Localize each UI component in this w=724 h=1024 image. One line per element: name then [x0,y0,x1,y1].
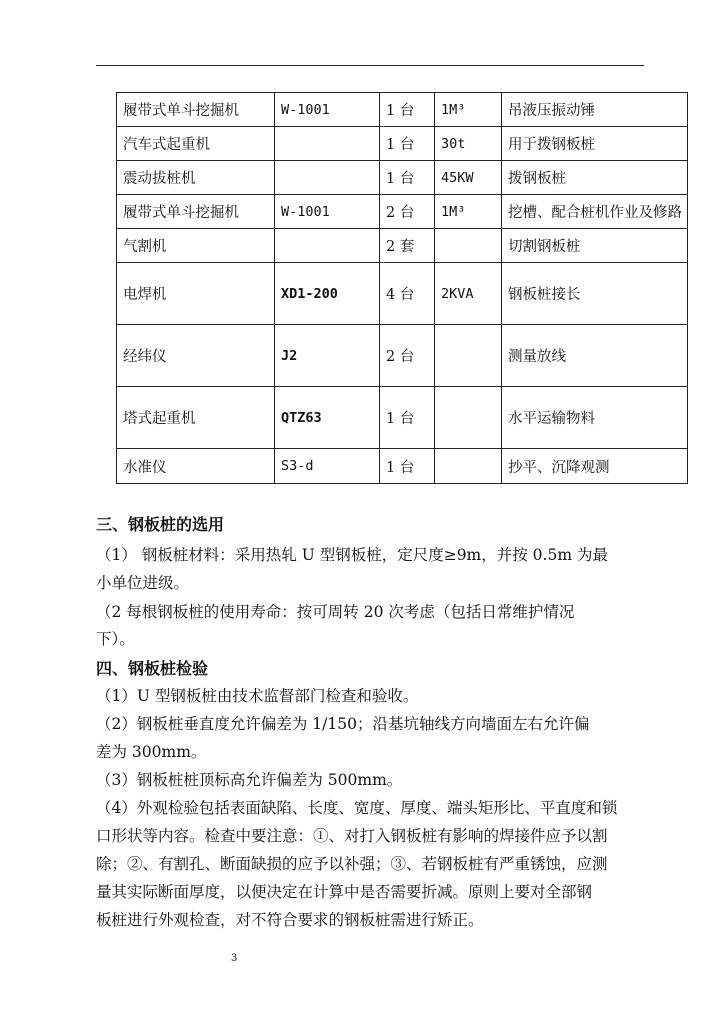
equipment-name: 履带式单斗挖掘机 [117,93,275,127]
table-row [117,93,688,127]
equipment-use: 用于拨钢板桩 [502,127,688,161]
paragraph-line: （4）外观检验包括表面缺陷、长度、宽度、厚度、端头矩形比、平直度和锁 [96,799,618,817]
equipment-name: 震动拔桩机 [117,161,275,195]
equipment-qty: 1 台 [380,161,435,195]
table-row [117,161,688,195]
equipment-name: 电焊机 [117,263,275,325]
equipment-power [435,449,502,484]
equipment-power [435,325,502,387]
section-heading: 三、钢板桩的选用 [96,515,225,534]
equipment-use: 测量放线 [502,325,688,387]
paragraph-line: 板桩进行外观检查，对不符合要求的钢板桩需进行矫正。 [96,911,484,929]
equipment-name: 经纬仪 [117,325,275,387]
equipment-qty: 1 台 [380,387,435,449]
table-row [117,127,688,161]
paragraph-line: 下）。 [96,630,135,648]
paragraph-line: 除；②、有割孔、断面缺损的应予以补强；③、若钢板桩有严重锈蚀，应测 [96,855,608,873]
equipment-qty: 2 套 [380,229,435,263]
paragraph-line: （2 每根钢板桩的使用寿命：按可周转 20 次考虑（包括日常维护情况 [96,603,575,621]
page-number: 3 [231,953,238,964]
equipment-use: 拨钢板桩 [502,161,688,195]
section-heading: 四、钢板桩检验 [96,659,209,678]
table-row [117,449,688,484]
equipment-power: 1M³ [435,93,502,127]
paragraph-line: （3）钢板桩桩顶标高允许偏差为 500mm。 [96,771,403,789]
table-row [117,263,688,325]
equipment-use: 挖槽、配合桩机作业及修路 [502,195,688,229]
equipment-name: 履带式单斗挖掘机 [117,195,275,229]
equipment-qty: 4 台 [380,263,435,325]
equipment-qty: 1 台 [380,93,435,127]
paragraph-line: （2）钢板桩垂直度允许偏差为 1/150；沿基坑轴线方向墙面左右允许偏 [96,715,590,733]
equipment-model: J2 [275,325,380,387]
equipment-qty: 1 台 [380,449,435,484]
header-rule [96,65,644,66]
equipment-power [435,229,502,263]
equipment-qty: 2 台 [380,325,435,387]
equipment-use: 钢板桩接长 [502,263,688,325]
equipment-model [275,127,380,161]
equipment-model: XD1-200 [275,263,380,325]
paragraph-line: 量其实际断面厚度，以便决定在计算中是否需要折减。原则上要对全部钢 [96,883,593,901]
equipment-name: 水准仪 [117,449,275,484]
paragraph-line: 口形状等内容。检查中要注意：①、对打入钢板桩有影响的焊接件应予以割 [96,827,608,845]
equipment-name: 气割机 [117,229,275,263]
equipment-use: 抄平、沉降观测 [502,449,688,484]
equipment-model: QTZ63 [275,387,380,449]
equipment-power: 1M³ [435,195,502,229]
equipment-name: 汽车式起重机 [117,127,275,161]
equipment-power: 45KW [435,161,502,195]
table-row [117,195,688,229]
equipment-use: 吊液压振动锤 [502,93,688,127]
equipment-power [435,387,502,449]
equipment-power: 30t [435,127,502,161]
equipment-model: S3-d [275,449,380,484]
table-row [117,387,688,449]
equipment-model: W-1001 [275,195,380,229]
equipment-table [116,92,688,484]
equipment-model: W-1001 [275,93,380,127]
paragraph-line: （1）U 型钢板桩由技术监督部门检查和验收。 [96,687,419,705]
equipment-qty: 2 台 [380,195,435,229]
equipment-name: 塔式起重机 [117,387,275,449]
table-row [117,229,688,263]
equipment-model [275,229,380,263]
paragraph-line: 差为 300mm。 [96,743,207,761]
paragraph-line: 小单位进级。 [96,574,190,592]
equipment-power: 2KVA [435,263,502,325]
equipment-use: 切割钢板桩 [502,229,688,263]
equipment-use: 水平运输物料 [502,387,688,449]
equipment-qty: 1 台 [380,127,435,161]
equipment-model [275,161,380,195]
table-row [117,325,688,387]
paragraph-line: （1） 钢板桩材料：采用热轧 U 型钢板桩，定尺度≥9m，并按 0.5m 为最 [96,546,608,564]
